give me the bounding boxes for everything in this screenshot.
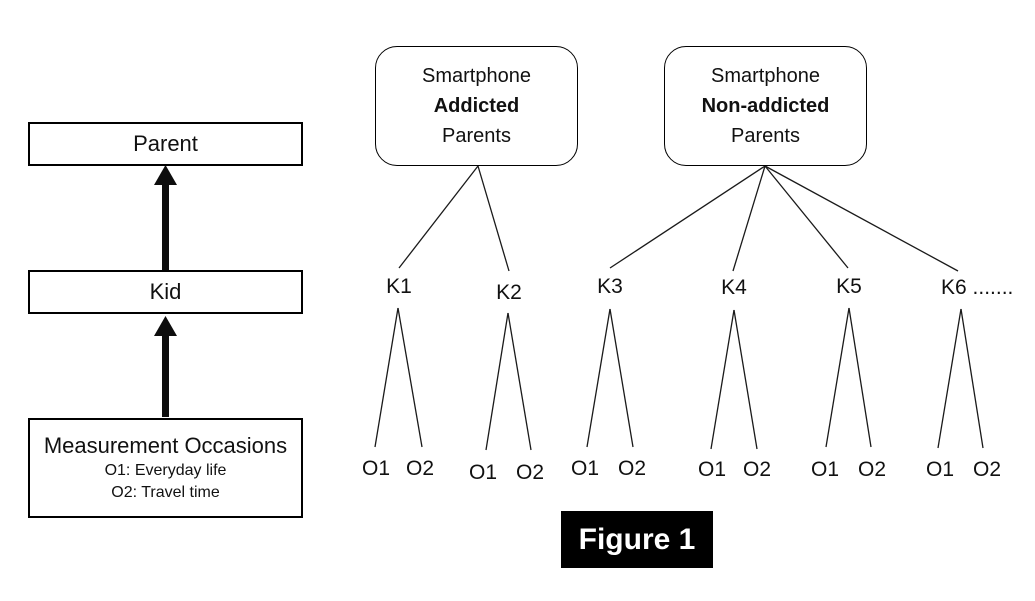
k3-o1-label: O1 — [570, 457, 599, 480]
k4-o2-label: O2 — [742, 458, 771, 481]
parent-box-label: Parent — [133, 131, 198, 156]
measurement-occasions-box — [28, 418, 303, 518]
fan-addicted — [399, 166, 509, 271]
non-addicted-line1: Smartphone — [711, 65, 820, 87]
non-addicted-line2: Non-addicted — [701, 95, 830, 117]
addicted-line2: Addicted — [433, 95, 520, 117]
kid-box-label: Kid — [149, 279, 182, 304]
measurement-title: Measurement Occasions — [43, 433, 288, 458]
node-k1: K1 — [386, 275, 412, 298]
fan-k6 — [938, 309, 983, 448]
k1-o2-label: O2 — [405, 457, 434, 480]
figure-caption — [561, 511, 713, 568]
smartphone-non-addicted-box — [664, 46, 867, 166]
addicted-line1: Smartphone — [422, 65, 531, 87]
k4-o1-label: O1 — [697, 458, 726, 481]
non-addicted-line3: Parents — [731, 125, 800, 147]
k6-o1-label: O1 — [925, 458, 954, 481]
measurement-note-o1: O1: Everyday life — [104, 462, 227, 479]
fan-k2 — [486, 313, 531, 450]
k5-o1-label: O1 — [810, 458, 839, 481]
k1-o1-label: O1 — [361, 457, 390, 480]
fan-k5 — [826, 308, 871, 447]
node-k4: K4 — [721, 276, 747, 299]
figure-caption-label: Figure 1 — [578, 522, 696, 556]
node-k2: K2 — [496, 281, 522, 304]
parent-box — [28, 122, 303, 166]
k2-o2-label: O2 — [515, 461, 544, 484]
fan-non-addicted — [610, 166, 958, 271]
addicted-line3: Parents — [442, 125, 511, 147]
node-k6: K6 ....... — [941, 276, 1014, 299]
smartphone-addicted-box — [375, 46, 578, 166]
arrow-measure-to-kid — [154, 316, 177, 417]
fan-k1 — [375, 308, 422, 447]
measurement-note-o2: O2: Travel time — [111, 484, 220, 501]
fan-k4 — [711, 310, 757, 449]
node-k5: K5 — [836, 275, 862, 298]
fan-k3 — [587, 309, 633, 447]
k5-o2-label: O2 — [857, 458, 886, 481]
kid-box — [28, 270, 303, 314]
k2-o1-label: O1 — [468, 461, 497, 484]
k6-o2-label: O2 — [972, 458, 1001, 481]
k3-o2-label: O2 — [617, 457, 646, 480]
node-k3: K3 — [597, 275, 623, 298]
